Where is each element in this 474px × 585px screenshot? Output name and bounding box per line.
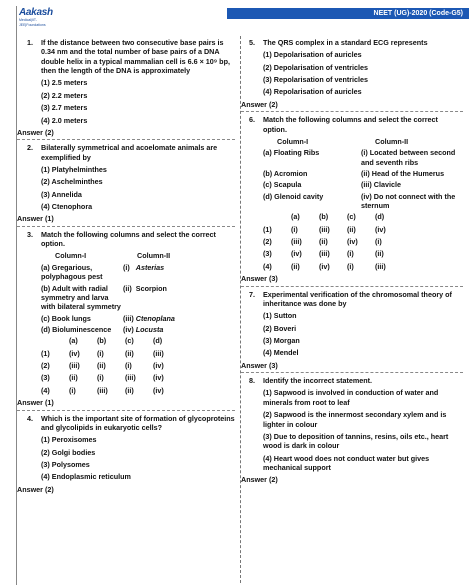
answer-codes bbox=[41, 336, 235, 395]
match-right: Ctenoplana bbox=[135, 313, 175, 323]
option: (2) Golgi bodies bbox=[41, 447, 96, 457]
match-left: (a) Gregarious, polyphagous pest bbox=[41, 262, 103, 282]
code-cell: (iii) bbox=[291, 237, 302, 247]
code-cell: (i) bbox=[125, 361, 132, 371]
code-cell: (ii) bbox=[291, 261, 300, 271]
code-cell: (iii) bbox=[319, 224, 330, 234]
logo-subtext: Medical|IIT-JEE|Foundations bbox=[19, 18, 46, 27]
question-text: If the distance between two consecutive base pairs is 0.34 nm and the total number of base pairs of a DNA double helix in a typical mammalian cell is 6.6 × 10⁹ bp, then the length of the DNA is approximately bbox=[41, 38, 230, 76]
code-cell: (iv) bbox=[153, 385, 164, 395]
question-text: Bilaterally symmetrical and acoelomate animals are exemplified by bbox=[41, 143, 218, 162]
question-5 bbox=[249, 38, 463, 47]
option: (3) Annelida bbox=[41, 189, 82, 199]
code-cell: (iii) bbox=[97, 385, 108, 395]
question-text: The QRS complex in a standard ECG represents bbox=[263, 38, 428, 47]
answer: Answer (3) bbox=[241, 274, 278, 284]
match-left: (b) Adult with radial symmetry and larva with bilateral symmetry bbox=[41, 283, 121, 312]
question-number: 6. bbox=[249, 115, 255, 125]
code-cell: (2) bbox=[41, 361, 50, 371]
match-right: Asterias bbox=[135, 262, 165, 272]
match-left: (c) Book lungs bbox=[41, 313, 91, 323]
option: (4) Repolarisation of auricles bbox=[263, 87, 362, 97]
option: (1) Sapwood is involved in conduction of water and minerals from root to leaf bbox=[263, 388, 439, 407]
column-1-head: Column-I bbox=[55, 251, 87, 261]
option: (2) Depolarisation of ventricles bbox=[263, 62, 369, 72]
option: (3) Due to deposition of tannins, resins, oils etc., heart wood is dark in colour bbox=[263, 431, 449, 451]
question-number: 5. bbox=[249, 38, 255, 47]
match-table bbox=[263, 137, 463, 213]
match-left: (b) Acromion bbox=[263, 168, 308, 178]
option: (2) Aschelminthes bbox=[41, 177, 103, 187]
code-cell: (i) bbox=[347, 261, 354, 271]
answer: Answer (3) bbox=[241, 360, 278, 370]
question-3 bbox=[27, 230, 235, 249]
separator bbox=[17, 410, 235, 411]
left-column bbox=[17, 38, 235, 496]
option: (1) Depolarisation of auricles bbox=[263, 50, 362, 60]
option: (2) 2.2 meters bbox=[41, 90, 88, 100]
match-table bbox=[41, 251, 177, 336]
option: (1) 2.5 meters bbox=[41, 78, 88, 88]
code-cell: (a) bbox=[69, 336, 78, 346]
code-cell: (2) bbox=[263, 237, 272, 247]
answer: Answer (1) bbox=[17, 214, 54, 224]
question-8 bbox=[249, 376, 463, 385]
code-cell: (iv) bbox=[347, 237, 358, 247]
code-cell: (b) bbox=[319, 212, 329, 222]
option: (2) Boveri bbox=[263, 323, 297, 333]
option: (3) Morgan bbox=[263, 335, 300, 345]
code-cell: (ii) bbox=[347, 224, 356, 234]
question-text: Match the following columns and select the correct option. bbox=[263, 115, 438, 134]
code-cell: (iii) bbox=[69, 361, 80, 371]
option: (4) 2.0 meters bbox=[41, 115, 88, 125]
code-cell: (iii) bbox=[125, 373, 136, 383]
separator bbox=[17, 226, 235, 227]
code-cell: (ii) bbox=[375, 249, 384, 259]
aakash-logo bbox=[19, 6, 63, 27]
code-cell: (i) bbox=[291, 224, 298, 234]
option: (4) Mendel bbox=[263, 348, 299, 358]
code-cell: (iv) bbox=[153, 373, 164, 383]
question-number: 1. bbox=[27, 38, 33, 47]
code-cell: (ii) bbox=[97, 361, 106, 371]
codes-row bbox=[263, 237, 463, 246]
match-right-num: (iii) bbox=[123, 313, 134, 323]
column-2-head: Column-II bbox=[375, 136, 409, 146]
code-cell: (i) bbox=[69, 385, 76, 395]
question-number: 8. bbox=[249, 376, 255, 386]
question-7 bbox=[249, 290, 463, 309]
option: (2) Sapwood is the innermost secondary xylem and is lighter in colour bbox=[263, 410, 447, 429]
code-cell: (i) bbox=[375, 237, 382, 247]
question-text: Which is the important site of formation of glycoproteins and glycolipids in eukaryotic cells? bbox=[41, 413, 235, 432]
code-cell: (i) bbox=[97, 373, 104, 383]
option: (3) Polysomes bbox=[41, 459, 90, 469]
match-right: Scorpion bbox=[135, 283, 167, 293]
code-cell: (c) bbox=[125, 336, 134, 346]
code-cell: (b) bbox=[97, 336, 107, 346]
option: (1) Peroxisomes bbox=[41, 435, 97, 445]
right-column bbox=[241, 38, 463, 487]
question-number: 7. bbox=[249, 289, 255, 299]
code-cell bbox=[263, 212, 291, 221]
question-4 bbox=[27, 414, 235, 433]
match-right: (iii) Clavicle bbox=[361, 180, 401, 190]
code-cell: (iv) bbox=[375, 224, 386, 234]
code-cell: (iv) bbox=[291, 249, 302, 259]
codes-row bbox=[41, 361, 235, 370]
codes-row bbox=[41, 349, 235, 358]
logo-text: Aakash bbox=[19, 7, 53, 18]
code-cell: (iv) bbox=[153, 361, 164, 371]
separator bbox=[241, 286, 463, 287]
code-cell: (4) bbox=[263, 261, 272, 271]
code-cell: (ii) bbox=[125, 385, 134, 395]
separator bbox=[17, 139, 235, 140]
code-cell: (i) bbox=[97, 348, 104, 358]
codes-row bbox=[263, 249, 463, 258]
option: (1) Platyhelminthes bbox=[41, 164, 107, 174]
exam-code-bar: NEET (UG)-2020 (Code-G5) bbox=[227, 8, 469, 19]
question-text: Match the following columns and select the correct option. bbox=[41, 229, 216, 249]
codes-row bbox=[263, 225, 463, 234]
codes-head-row bbox=[263, 212, 463, 221]
code-cell: (i) bbox=[347, 249, 354, 259]
codes-row bbox=[41, 373, 235, 382]
answer: Answer (1) bbox=[17, 398, 54, 408]
option: (1) Sutton bbox=[263, 311, 297, 321]
exam-page bbox=[16, 6, 468, 585]
question-number: 2. bbox=[27, 143, 33, 153]
match-right: (ii) Head of the Humerus bbox=[361, 168, 445, 178]
codes-row bbox=[41, 386, 235, 395]
code-cell: (iii) bbox=[319, 249, 330, 259]
code-cell: (a) bbox=[291, 212, 300, 222]
code-cell: (ii) bbox=[319, 237, 328, 247]
column-2-head: Column-II bbox=[137, 251, 171, 261]
page-header bbox=[17, 6, 469, 26]
column-1-head: Column-I bbox=[277, 136, 309, 146]
code-cell: (iii) bbox=[153, 348, 164, 358]
code-cell: (3) bbox=[41, 373, 50, 383]
match-right: Locusta bbox=[135, 324, 164, 334]
code-cell: (1) bbox=[263, 224, 272, 234]
code-cell: (iii) bbox=[375, 261, 386, 271]
option: (4) Heart wood does not conduct water but gives mechanical support bbox=[263, 453, 430, 472]
question-number: 4. bbox=[27, 413, 33, 423]
question-2 bbox=[27, 143, 235, 162]
answer-codes bbox=[263, 212, 463, 271]
match-left: (d) Glenoid cavity bbox=[263, 191, 324, 201]
code-cell: (4) bbox=[41, 385, 50, 395]
code-cell bbox=[41, 336, 69, 345]
code-cell: (iv) bbox=[319, 261, 330, 271]
answer: Answer (2) bbox=[241, 475, 278, 485]
answer: Answer (2) bbox=[241, 99, 278, 109]
option: (3) 2.7 meters bbox=[41, 103, 88, 113]
answer: Answer (2) bbox=[17, 127, 54, 137]
code-cell: (iv) bbox=[69, 348, 80, 358]
code-cell: (d) bbox=[375, 212, 385, 222]
column-divider bbox=[240, 36, 241, 585]
codes-head-row bbox=[41, 336, 235, 345]
question-text: Experimental verification of the chromosomal theory of inheritance was done by bbox=[263, 289, 452, 308]
question-1 bbox=[27, 38, 235, 75]
question-number: 3. bbox=[27, 229, 33, 239]
match-left: (c) Scapula bbox=[263, 180, 302, 190]
question-text: Identify the incorrect statement. bbox=[263, 376, 373, 386]
separator bbox=[241, 372, 463, 373]
question-6 bbox=[249, 115, 463, 134]
separator bbox=[241, 111, 463, 112]
answer: Answer (2) bbox=[17, 484, 54, 494]
option: (4) Ctenophora bbox=[41, 202, 93, 212]
code-cell: (ii) bbox=[125, 348, 134, 358]
match-right-num: (i) bbox=[123, 262, 130, 272]
code-cell: (ii) bbox=[69, 373, 78, 383]
match-left: (d) Bioluminescence bbox=[41, 324, 112, 334]
match-right-num: (iv) bbox=[123, 324, 134, 334]
codes-row bbox=[263, 262, 463, 271]
code-cell: (3) bbox=[263, 249, 272, 259]
option: (3) Repolarisation of ventricles bbox=[263, 75, 369, 85]
match-right-num: (ii) bbox=[123, 283, 132, 293]
code-cell: (d) bbox=[153, 336, 163, 346]
match-right: (i) Located between second and seventh ribs bbox=[361, 148, 456, 167]
code-cell: (c) bbox=[347, 212, 356, 222]
code-cell: (1) bbox=[41, 348, 50, 358]
match-right: (iv) Do not connect with the sternum bbox=[361, 191, 456, 211]
option: (4) Endoplasmic reticulum bbox=[41, 472, 131, 482]
match-left: (a) Floating Ribs bbox=[263, 148, 320, 158]
